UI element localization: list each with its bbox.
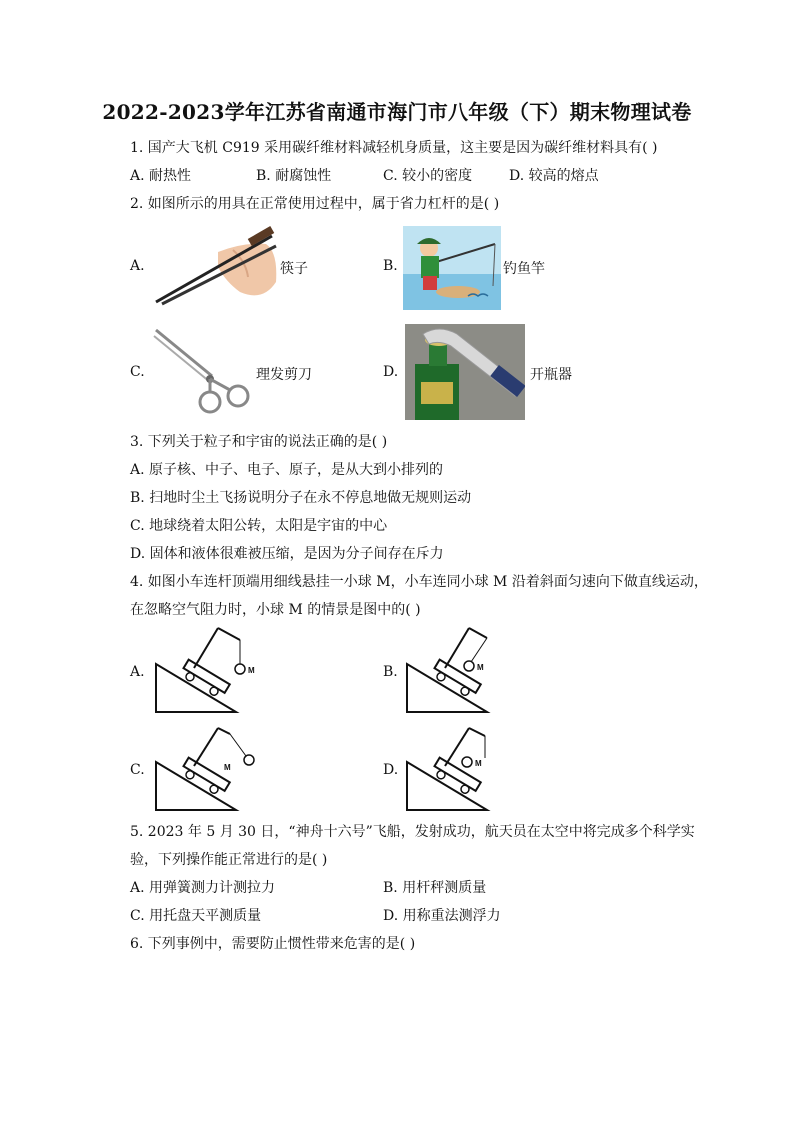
q3-option-a: A. 原子核、中子、电子、原子，是从大到小排列的 [130, 462, 444, 478]
question-5-stem-line-2: 验，下列操作能正常进行的是( ) [130, 852, 328, 868]
q4-ball-label-d: M [475, 759, 482, 768]
q2-letter-b: B. [383, 258, 398, 274]
question-6-stem: 6. 下列事例中，需要防止惯性带来危害的是( ) [130, 936, 416, 952]
chopsticks-image [148, 222, 280, 306]
q2-caption-b: 钓鱼竿 [503, 261, 545, 277]
scissors-image [150, 324, 254, 416]
q2-letter-c: C. [130, 364, 145, 380]
q2-caption-c: 理发剪刀 [256, 367, 312, 383]
question-5-stem-line-1: 5. 2023 年 5 月 30 日，“神舟十六号”飞船，发射成功，航天员在太空中将完成多个科学实 [130, 824, 695, 840]
q4-letter-b: B. [383, 664, 398, 680]
question-1-stem: 1. 国产大飞机 C919 采用碳纤维材料减轻机身质量，这主要是因为碳纤维材料具有( ) [130, 140, 658, 156]
question-3-stem: 3. 下列关于粒子和宇宙的说法正确的是( ) [130, 434, 388, 450]
q1-option-d: D. 较高的熔点 [509, 168, 599, 184]
fishing-rod-image [403, 226, 501, 310]
q3-option-c: C. 地球绕着太阳公转，太阳是宇宙的中心 [130, 518, 388, 534]
q4-letter-a: A. [130, 664, 145, 680]
q2-letter-a: A. [130, 258, 145, 274]
q3-option-d: D. 固体和液体很难被压缩，是因为分子间存在斥力 [130, 546, 444, 562]
q1-option-c: C. 较小的密度 [383, 168, 473, 184]
question-4-stem-line-1: 4. 如图小车连杆顶端用细线悬挂一小球 M，小车连同小球 M 沿着斜面匀速向下做直线运动， [130, 574, 708, 590]
q2-caption-a: 筷子 [280, 261, 308, 277]
question-2-stem: 2. 如图所示的用具在正常使用过程中，属于省力杠杆的是( ) [130, 196, 500, 212]
q5-option-c: C. 用托盘天平测质量 [130, 908, 262, 924]
q2-caption-d: 开瓶器 [530, 367, 572, 383]
q5-option-a: A. 用弹簧测力计测拉力 [130, 880, 276, 896]
q4-ball-label-c: M [224, 763, 231, 772]
q5-option-d: D. 用称重法测浮力 [383, 908, 501, 924]
q1-option-b: B. 耐腐蚀性 [256, 168, 332, 184]
q1-option-a: A. 耐热性 [130, 168, 192, 184]
q4-ball-label-a: M [248, 666, 255, 675]
q4-letter-c: C. [130, 762, 145, 778]
page-title: 2022-2023学年江苏省南通市海门市八年级（下）期末物理试卷 [102, 100, 692, 124]
bottle-opener-image [405, 324, 525, 420]
question-4-stem-line-2: 在忽略空气阻力时，小球 M 的情景是图中的( ) [130, 602, 421, 618]
q4-figure-d [401, 722, 511, 814]
q4-figure-b [401, 624, 511, 716]
q5-option-b: B. 用杆秤测质量 [383, 880, 487, 896]
q4-letter-d: D. [383, 762, 399, 778]
q4-ball-label-b: M [477, 663, 484, 672]
q3-option-b: B. 扫地时尘土飞扬说明分子在永不停息地做无规则运动 [130, 490, 472, 506]
q4-figure-c [150, 722, 260, 814]
q4-figure-a [150, 624, 260, 716]
q2-letter-d: D. [383, 364, 399, 380]
